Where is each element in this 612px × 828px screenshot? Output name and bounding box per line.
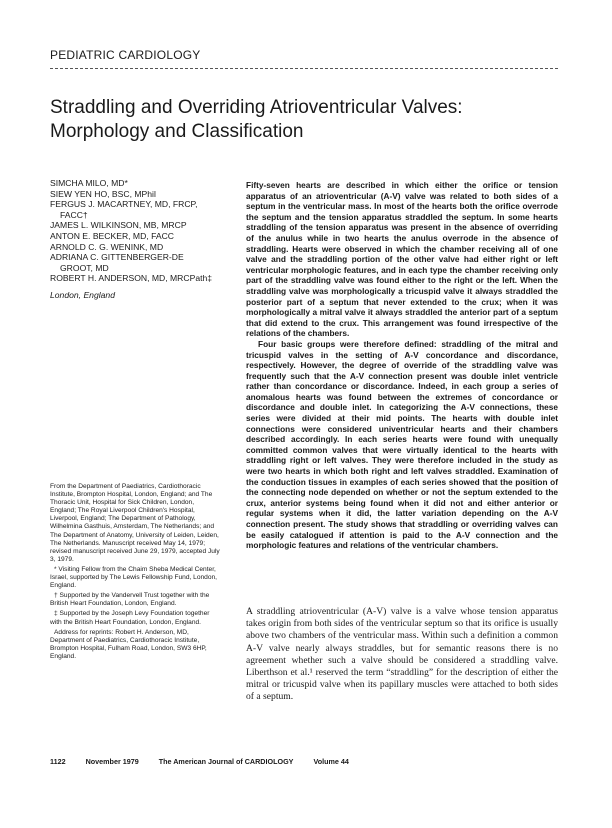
- footnote-reprints: Address for reprints: Robert H. Anderson, MD, Department of Paediatrics, Cardiothoracic Institute, Brompton Hospital, Fulham Road, London, SW3 6HP, England.: [50, 628, 207, 660]
- header-rule: [50, 68, 558, 69]
- journal-name: The American Journal of CARDIOLOGY: [158, 757, 294, 766]
- volume: Volume 44: [313, 757, 349, 766]
- abstract-paragraph: Fifty-seven hearts are described in which either the orifice or tension apparatus of an atrioventricular (A-V) valve was related to both sides of a septum in the ventricular mass. In most of the hearts both the orifice overrode the septum and the tension apparatus straddled the septum. In some hearts straddling of the tension apparatus was present in the absence of overriding of the anulus while in two hearts the anulus overrode in the absence of straddling. Hearts were observed in which the chamber receiving all of one valve and the straddling portion of the other valve had either right or left ventricular morphologic features, and in each type the chamber receiving only part of the straddling valve was found either to the right or the left. When the straddling valve was morphologically a tricuspid valve it always straddled the posterior part of a septum that never extended to the crux; when it was morphologically a mitral valve it always straddled the anterior part of a septum that did extend to the crux. This arrangement was found irrespective of the relations of the chambers.: [246, 180, 558, 339]
- author: ARNOLD C. G. WENINK, MD: [50, 241, 164, 252]
- body-text: [246, 606, 558, 704]
- title-line-1: Straddling and Overriding Atrioventricular Valves:: [50, 97, 463, 118]
- article-title: [50, 96, 550, 144]
- author: ROBERT H. ANDERSON, MD, MRCPath‡: [50, 273, 213, 284]
- title-line-2: Morphology and Classification: [50, 121, 304, 142]
- author: SIMCHA MILO, MD*: [50, 178, 128, 188]
- footnote: ‡ Supported by the Joseph Levy Foundation together with the British Heart Foundation, London, England.: [50, 610, 210, 626]
- affiliation-location: London, England: [50, 289, 115, 300]
- issue-date: November 1979: [85, 757, 139, 766]
- footnotes: [50, 483, 220, 663]
- page-footer: [50, 757, 367, 766]
- page-number: 1122: [50, 757, 66, 766]
- footnote: * Visiting Fellow from the Chaim Sheba Medical Center, Israel, supported by The Lewis Fellowship Fund, London, England.: [50, 565, 218, 590]
- body-paragraph: A straddling atrioventricular (A-V) valve is a valve whose tension apparatus takes origin from both sides of the ventricular septum so that its orifice is usually above two chambers of the ventricular mass. Within such a definition a common A-V valve nearly always straddles, but for semantic reasons there is no agreement whether such a valve should be considered a straddling valve. Liberthson et al.¹ reserved the term “straddling” for the description of either the mitral or tricuspid valve when its papillary muscles were attached to both sides of a septum.: [246, 606, 558, 703]
- author: FERGUS J. MACARTNEY, MD, FRCP,: [50, 199, 198, 210]
- author: ADRIANA C. GITTENBERGER-DE: [50, 252, 184, 263]
- author: JAMES L. WILKINSON, MB, MRCP: [50, 220, 187, 231]
- author: ANTON E. BECKER, MD, FACC: [50, 230, 174, 241]
- author-list: [50, 178, 213, 301]
- author: SIEW YEN HO, BSC, MPhil: [50, 188, 156, 199]
- abstract: [246, 180, 558, 551]
- section-heading: PEDIATRIC CARDIOLOGY: [50, 48, 201, 62]
- author-continuation: GROOT, MD: [60, 262, 109, 273]
- abstract-paragraph: Four basic groups were therefore defined: straddling of the mitral and tricuspid valves in the setting of A-V concordance and discordance, respectively. However, the degree of override of the straddling valve was frequently such that the A-V connection present was double inlet ventricle rather than concordance or discordance. Indeed, in each group a series of anomalous hearts was found between the extremes of concordance or discordance and double inlet. In categorizing the A-V connections, these series were divided at their mid points. The hearts with double inlet connections were considered univentricular hearts and their chambers described accordingly. In each series hearts were found with unequally committed common valves that were virtually identical to the hearts with straddling right or left valves. They were therefore included in the study as were two hearts in which both right and left valves straddled. Examination of the conduction tissues in examples of each series showed that the position of the connecting node depended on whether or not the septum extended to the crux, anterior systems being found when it did not and either anterior or regular systems when it did, the latter variation depending on the A-V connection present. The study shows that straddling or overriding valves can be easily catalogued if attention is paid to the A-V connection and the morphologic features and relations of the ventricular chambers.: [246, 338, 558, 551]
- author-continuation: FACC†: [60, 209, 88, 220]
- footnote: † Supported by the Vandervell Trust together with the British Heart Foundation, London, England.: [50, 592, 210, 608]
- footnote-affiliations: From the Department of Paediatrics, Cardiothoracic Institute, Brompton Hospital, London, England; and The Thoracic Unit, Hospital for Sick Children, London, England; The Royal Liverpool Children's Hospital, Liverpool, England; The Department of Pathology, Wilhelmina Gasthuis, Amsterdam, The Netherlands; and The Department of Anatomy, University of Leiden, Leiden, The Netherlands. Manuscript received May 14, 1979; revised manuscript received June 29, 1979, accepted July 3, 1979.: [50, 483, 220, 563]
